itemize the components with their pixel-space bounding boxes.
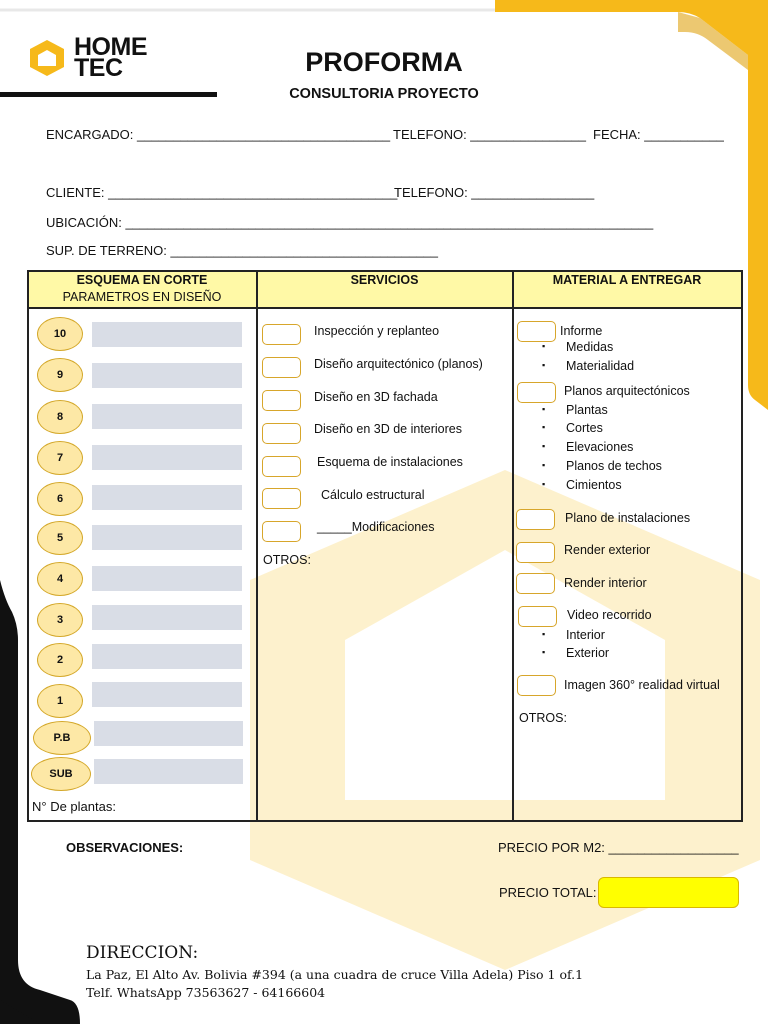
table-border-header: [27, 307, 742, 309]
ubicacion-field[interactable]: UBICACIÓN: _________________________________________________________________________: [46, 215, 654, 230]
floor-input[interactable]: [94, 759, 243, 784]
material-checkbox-video[interactable]: [518, 606, 557, 627]
service-label: Inspección y replanteo: [314, 324, 440, 338]
floor-input[interactable]: [92, 525, 242, 550]
direccion-line2: Telf. WhatsApp 73563627 - 64166604: [86, 985, 326, 1000]
floor-input[interactable]: [92, 404, 242, 429]
service-label: _____Modificaciones: [317, 520, 435, 534]
table-border-right: [741, 270, 743, 822]
material-checkbox-instalaciones[interactable]: [516, 509, 555, 530]
material-imagen: Imagen 360° realidad virtual: [564, 678, 720, 692]
material-render-int: Render interior: [564, 576, 647, 590]
floor-badge: 8: [37, 400, 83, 434]
page-subtitle: CONSULTORIA PROYECTO: [289, 86, 479, 102]
col2-title: SERVICIOS: [350, 273, 419, 287]
material-subitem: ▪ Cortes: [566, 421, 603, 435]
floor-input[interactable]: [92, 682, 242, 707]
material-checkbox-informe[interactable]: [517, 321, 556, 342]
service-checkbox[interactable]: [262, 423, 301, 444]
service-checkbox[interactable]: [262, 390, 301, 411]
materials-otros-label: OTROS:: [519, 711, 567, 725]
material-subitem: ▪ Materialidad: [566, 359, 634, 373]
service-label: Cálculo estructural: [321, 488, 425, 502]
floor-input[interactable]: [92, 322, 242, 347]
telefono-cliente-field[interactable]: TELEFONO: _________________: [394, 185, 595, 200]
sup-terreno-field[interactable]: SUP. DE TERRENO: _____________________________________: [46, 243, 439, 258]
floor-input[interactable]: [92, 605, 242, 630]
table-border-top: [27, 270, 742, 272]
page-title: PROFORMA: [305, 47, 463, 77]
service-label: Diseño en 3D fachada: [314, 390, 438, 404]
floor-badge: P.B: [33, 721, 91, 755]
precio-total-label: PRECIO TOTAL:: [499, 885, 597, 900]
floor-badge: 9: [37, 358, 83, 392]
table-border-left: [27, 270, 29, 822]
floor-badge: 7: [37, 441, 83, 475]
material-checkbox-planos[interactable]: [517, 382, 556, 403]
material-subitem: ▪ Cimientos: [566, 478, 622, 492]
material-subitem: ▪ Elevaciones: [566, 440, 633, 454]
telefono-field[interactable]: TELEFONO: ________________: [393, 127, 586, 142]
brand-line1: HOME: [74, 33, 147, 61]
material-render-ext: Render exterior: [564, 543, 651, 557]
fecha-field[interactable]: FECHA: ___________: [593, 127, 724, 142]
material-checkbox-imagen[interactable]: [517, 675, 556, 696]
material-checkbox-render-ext[interactable]: [516, 542, 555, 563]
floor-badge: 6: [37, 482, 83, 516]
service-checkbox[interactable]: [262, 357, 301, 378]
floor-badge: SUB: [31, 757, 91, 791]
col3-title: MATERIAL A ENTREGAR: [552, 273, 702, 287]
floor-badge: 1: [37, 684, 83, 718]
floor-input[interactable]: [92, 644, 242, 669]
col1-title2: PARAMETROS EN DISEÑO: [62, 290, 222, 304]
service-checkbox[interactable]: [262, 324, 301, 345]
material-checkbox-render-int[interactable]: [516, 573, 555, 594]
service-label: Diseño arquitectónico (planos): [314, 357, 483, 371]
floor-input[interactable]: [92, 566, 242, 591]
service-label: Esquema de instalaciones: [317, 455, 463, 469]
floor-badge: 4: [37, 562, 83, 596]
material-subitem: ▪ Medidas: [566, 340, 613, 354]
table-border-col1: [256, 270, 258, 822]
floor-input[interactable]: [92, 445, 242, 470]
floor-badge: 3: [37, 603, 83, 637]
material-instalaciones: Plano de instalaciones: [565, 511, 691, 525]
service-checkbox[interactable]: [262, 488, 301, 509]
floor-input[interactable]: [92, 485, 242, 510]
material-planos: Planos arquitectónicos: [564, 384, 690, 398]
service-label: Diseño en 3D de interiores: [314, 422, 462, 436]
material-video: Video recorrido: [567, 608, 652, 622]
direccion-line1: La Paz, El Alto Av. Bolivia #394 (a una cuadra de cruce Villa Adela) Piso 1 of.1: [86, 967, 584, 982]
brand-line2: TEC: [74, 54, 123, 82]
precio-total-input[interactable]: [598, 877, 739, 908]
observaciones-label: OBSERVACIONES:: [66, 840, 184, 855]
floor-badge: 5: [37, 521, 83, 555]
floor-badge: 10: [37, 317, 83, 351]
services-otros-label: OTROS:: [263, 553, 311, 567]
table-border-bottom: [27, 820, 742, 822]
precio-m2-field[interactable]: PRECIO POR M2: __________________: [498, 840, 739, 855]
floor-input[interactable]: [92, 363, 242, 388]
material-subitem: ▪ Planos de techos: [566, 459, 662, 473]
floor-badge: 2: [37, 643, 83, 677]
material-subitem: ▪ Interior: [566, 628, 605, 642]
service-checkbox[interactable]: [262, 456, 301, 477]
material-informe: Informe: [560, 324, 603, 338]
num-plantas-label: N° De plantas:: [32, 799, 116, 814]
direccion-title: DIRECCION:: [86, 943, 199, 963]
encargado-field[interactable]: ENCARGADO: ___________________________________: [46, 127, 391, 142]
cliente-field[interactable]: CLIENTE: ________________________________________: [46, 185, 398, 200]
table-border-col2: [512, 270, 514, 822]
service-checkbox[interactable]: [262, 521, 301, 542]
material-subitem: ▪ Exterior: [566, 646, 609, 660]
col1-title1: ESQUEMA EN CORTE: [76, 273, 208, 287]
material-subitem: ▪ Plantas: [566, 403, 608, 417]
floor-input[interactable]: [94, 721, 243, 746]
